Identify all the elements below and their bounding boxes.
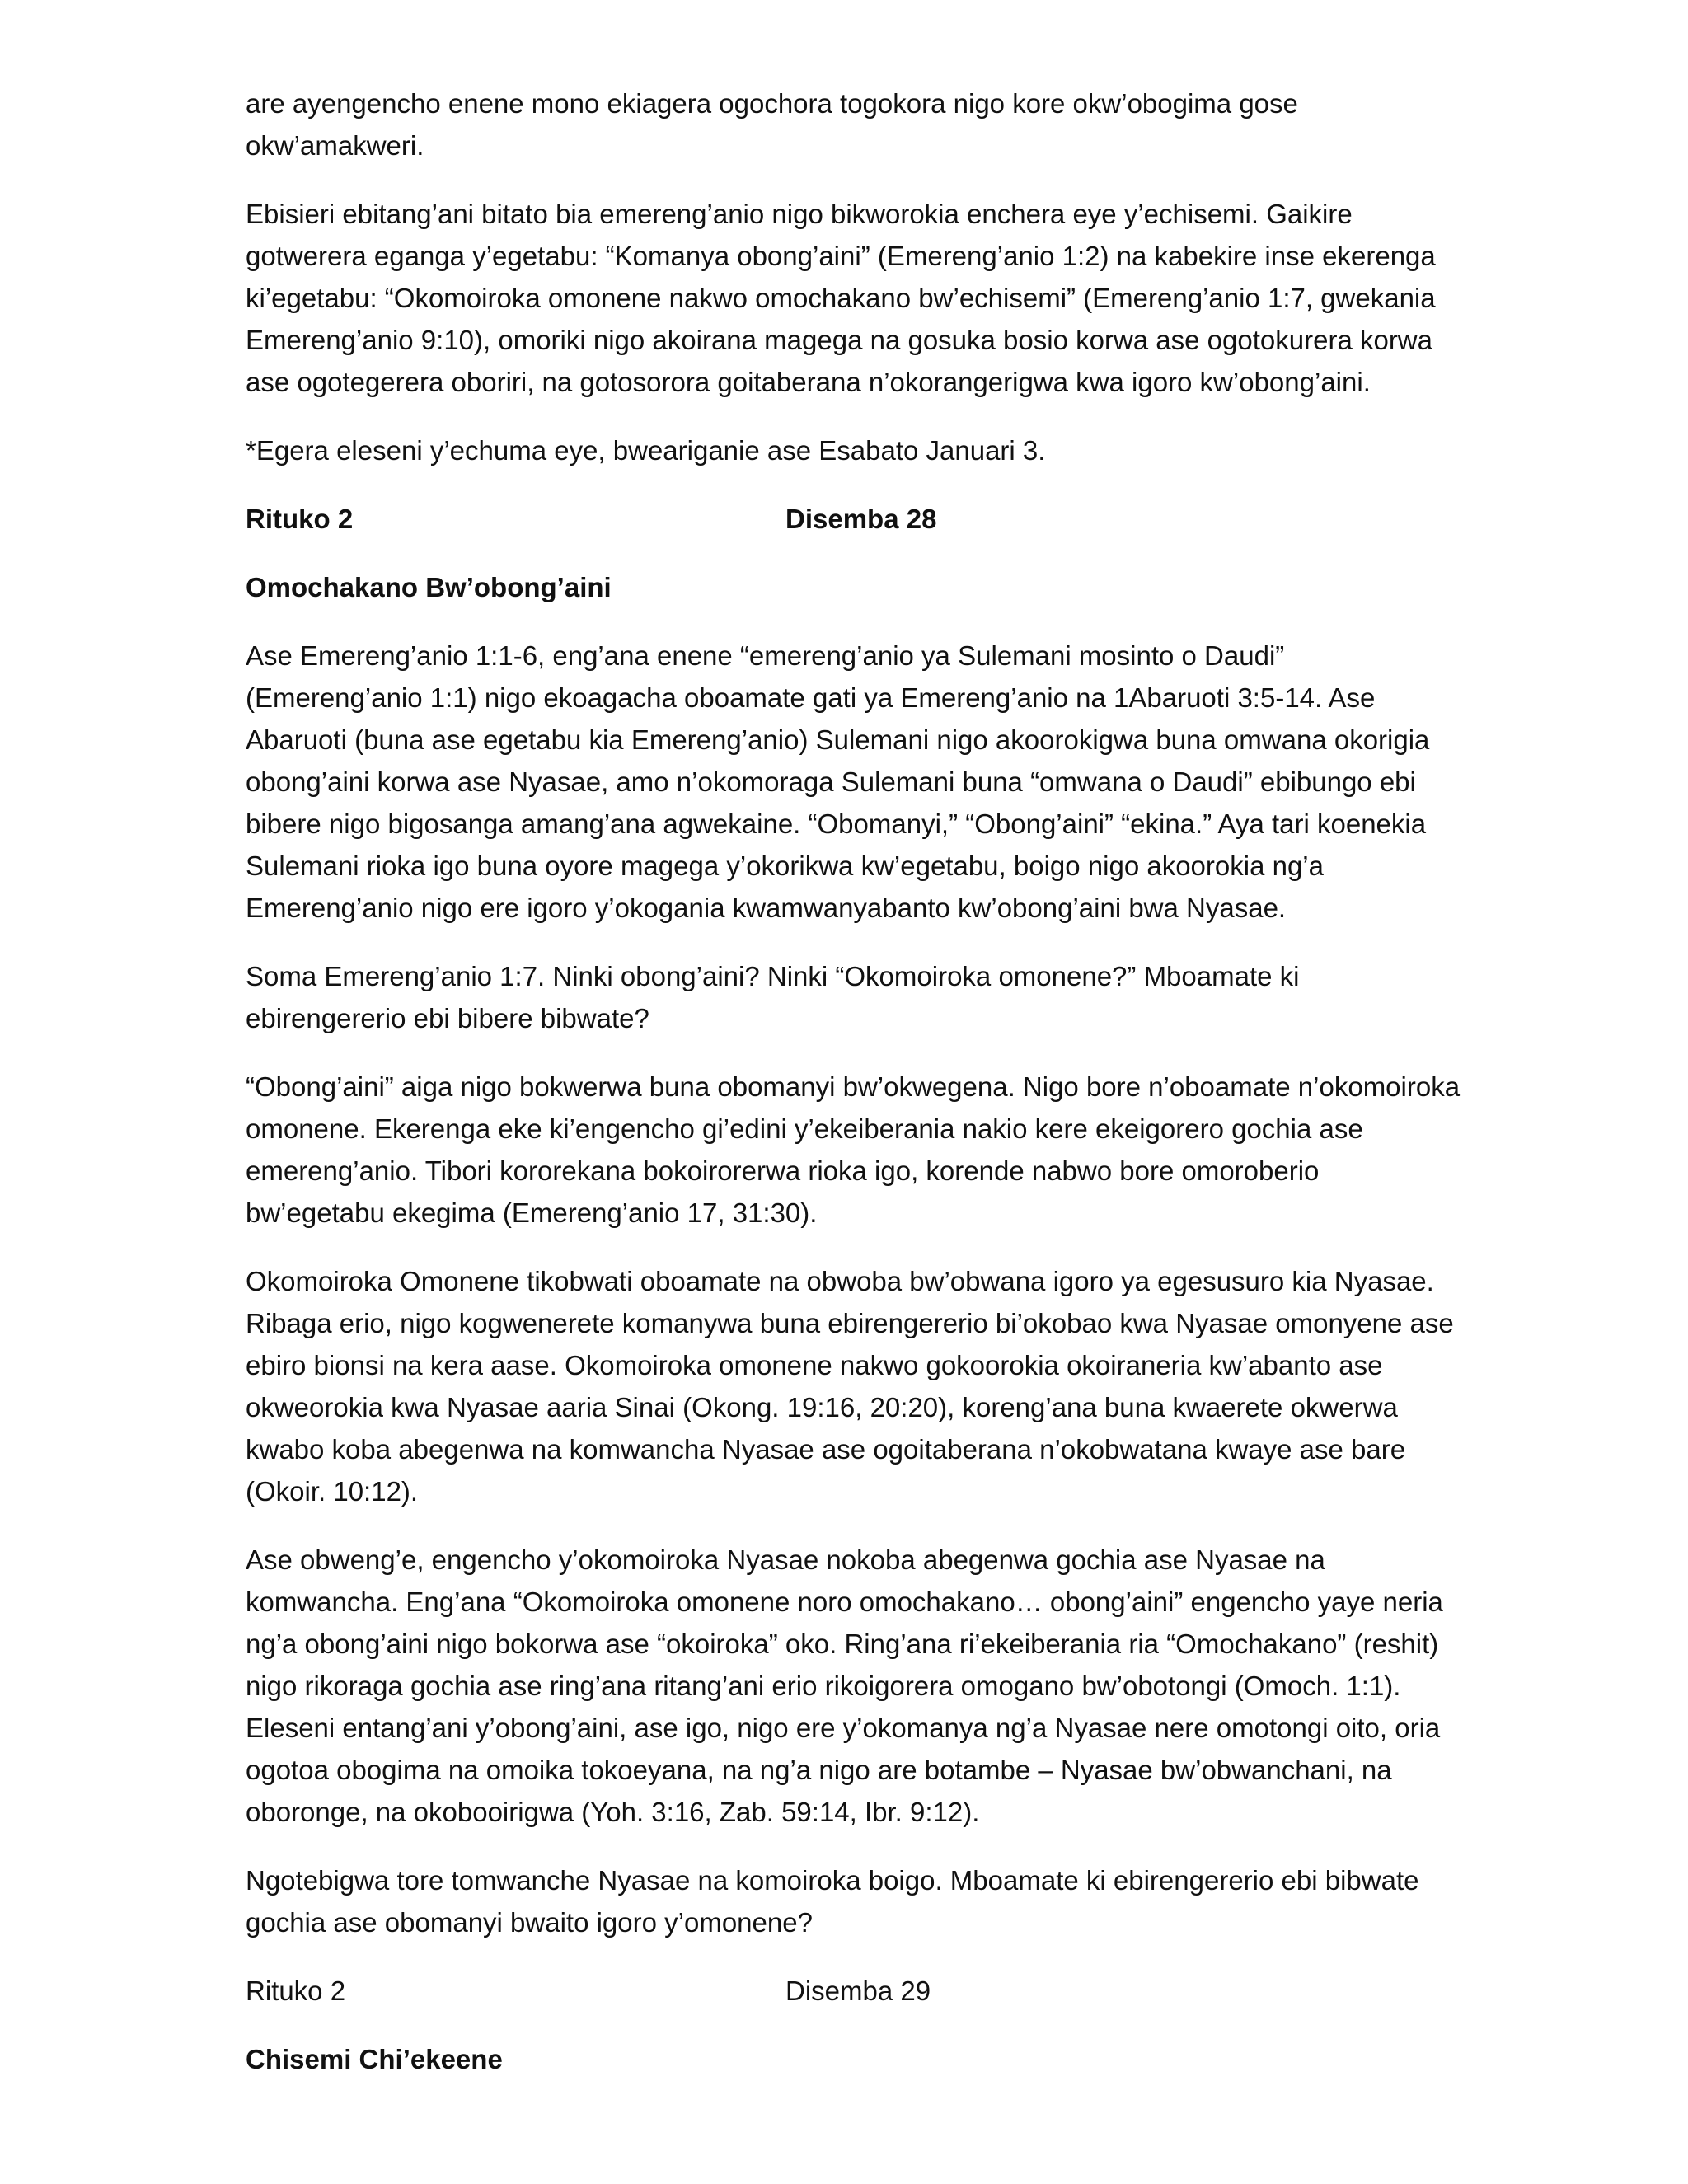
- paragraph-question: Soma Emereng’anio 1:7. Ninki obong’aini? Ninki “Okomoiroka omonene?” Mboamate ki ebirengererio ebi bibere bibwate?: [246, 961, 1300, 1033]
- section-title: Omochakano Bw’obong’aini: [246, 572, 612, 602]
- paragraph-body: Okomoiroka Omonene tikobwati oboamate na obwoba bw’obwana igoro ya egesusuro kia Nyasae. Ribaga erio, nigo kogwenerete komanywa buna ebirengererio bi’okobao kwa Nyasae omonyene ase ebiro bionsi na kera aase. Okomoiroka omonene nakwo gokoorokia okoiraneria kw’abanto ase okweorokia kwa Nyasae aaria Sinai (Okong. 19:16, 20:20), koreng’ana buna kwaerete okwerwa kwabo koba abegenwa na komwancha Nyasae ase ogoitaberana n’okobwatana kwaye ase bare (Okoir. 10:12).: [246, 1266, 1454, 1507]
- paragraph-question: Ngotebigwa tore tomwanche Nyasae na komoiroka boigo. Mboamate ki ebirengererio ebi bibwate gochia ase obomanyi bwaito igoro y’omonene?: [246, 1865, 1419, 1938]
- paragraph-intro-continuation: are ayengencho enene mono ekiagera ogochora togokora nigo kore okw’obogima gose okw’amakweri.: [246, 88, 1298, 161]
- day-heading-row-1: [246, 498, 1465, 540]
- day-date: Disemba 28: [785, 504, 937, 534]
- day-label: Rituko 2: [246, 1975, 346, 2006]
- section-title: Chisemi Chi’ekeene: [246, 2044, 503, 2074]
- paragraph-body: Ase obweng’e, engencho y’okomoiroka Nyasae nokoba abegenwa gochia ase Nyasae na komwancha. Eng’ana “Okomoiroka omonene noro omochakano… obong’aini” engencho yaye neria ng’a obong’aini nigo bokorwa ase “okoiroka” oko. Ring’ana ri’ekeiberania ria “Omochakano” (reshit) nigo rikoraga gochia ase ring’ana ritang’ani erio rikoigorera omogano bw’obotongi (Omoch. 1:1). Eleseni entang’ani y’obong’aini, ase igo, nigo ere y’okomanya ng’a Nyasae nere omotongi oito, oria ogotoa obogima na omoika tokoeyana, na ng’a nigo are botambe – Nyasae bw’obwanchani, na oboronge, na okobooirigwa (Yoh. 3:16, Zab. 59:14, Ibr. 9:12).: [246, 1544, 1443, 1827]
- paragraph-body: Ase Emereng’anio 1:1-6, eng’ana enene “emereng’anio ya Sulemani mosinto o Daudi” (Emereng’anio 1:1) nigo ekoagacha oboamate gati ya Emereng’anio na 1Abaruoti 3:5-14. Ase Abaruoti (buna ase egetabu kia Emereng’anio) Sulemani nigo akoorokigwa buna omwana okorigia obong’aini korwa ase Nyasae, amo n’okomoraga Sulemani buna “omwana o Daudi” ebibungo ebi bibere nigo bigosanga amang’ana agwekaine. “Obomanyi,” “Obong’aini” “ekina.” Aya tari koenekia Sulemani rioka igo buna oyore magega y’okorikwa kw’egetabu, boigo nigo akoorokia ng’a Emereng’anio nigo ere igoro y’okogania kwamwanyabanto kw’obong’aini bwa Nyasae.: [246, 640, 1430, 923]
- day-heading-row-2: [246, 1970, 1465, 2012]
- day-date: Disemba 29: [785, 1975, 931, 2006]
- paragraph-intro-structure: Ebisieri ebitang’ani bitato bia emereng’anio nigo bikworokia enchera eye y’echisemi. Gaikire gotwerera eganga y’egetabu: “Komanya obong’aini” (Emereng’anio 1:2) na kabekire inse ekerenga ki’egetabu: “Okomoiroka omonene nakwo omochakano bw’echisemi” (Emereng’anio 1:7, gwekania Emereng’anio 9:10), omoriki nigo akoirana magega na gosuka bosio korwa ase ogotokurera korwa ase ogotegerera oboriri, na gotosorora goitaberana n’okorangerigwa kwa igoro kw’obong’aini.: [246, 199, 1436, 397]
- document-page: [246, 82, 1465, 2107]
- paragraph-body: “Obong’aini” aiga nigo bokwerwa buna obomanyi bw’okwegena. Nigo bore n’oboamate n’okomoiroka omonene. Ekerenga eke ki’engencho gi’edini y’ekeiberania nakio kere ekeigorero gochia ase emereng’anio. Tibori kororekana bokoirorerwa rioka igo, korende nabwo bore omoroberio bw’egetabu ekegima (Emereng’anio 17, 31:30).: [246, 1071, 1461, 1228]
- day-label: Rituko 2: [246, 504, 354, 534]
- paragraph-sabbath-note: *Egera eleseni y’echuma eye, bweariganie ase Esabato Januari 3.: [246, 435, 1046, 466]
